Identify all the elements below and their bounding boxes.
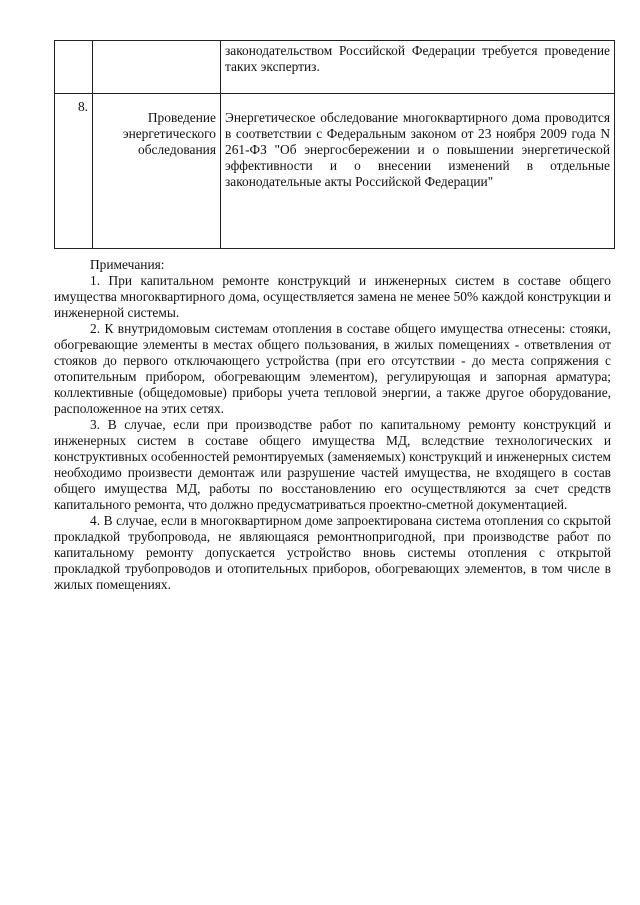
work-name-cell: Проведение энергетического обследования bbox=[93, 94, 221, 249]
notes-title: Примечания: bbox=[90, 257, 165, 272]
table-row bbox=[55, 94, 615, 249]
note-paragraph: 2. К внутридомовым системам отопления в составе общего имущества отнесены: стояки, обогревающие элементы в местах общего пользования, в жилых помещениях - ответвления от стояков до первого отключающего устройства (при его отсутствии - до места сопряжения с отопительным прибором, обогревающим элементом), регулирующая и запорная арматура; коллективные (общедомовые) приборы учета тепловой энергии, а также другое оборудование, расположенное на этих сетях. bbox=[54, 321, 611, 416]
note-paragraph: 4. В случае, если в многоквартирном доме запроектирована система отопления со скрытой прокладкой трубопровода, не являющаяся ремонтнопригодной, при производстве работ по капитальному ремонту допускается устройство вновь системы отопления с открытой прокладкой трубопроводов и отопительных приборов, обогревающих элементов, в том числе в жилых помещениях. bbox=[54, 513, 611, 592]
work-description-cell: законодательством Российской Федерации требуется проведение таких экспертиз. bbox=[221, 41, 615, 94]
work-description-cell: Энергетическое обследование многоквартирного дома проводится в соответствии с Федеральным законом от 23 ноября 2009 года N 261-ФЗ "Об энергосбережении и о повышении энергетической эффективности и о внесении изменений в отдельные законодательные акты Российской Федерации" bbox=[221, 94, 615, 249]
table-row bbox=[55, 41, 615, 94]
row-number-cell bbox=[55, 41, 93, 94]
notes-section bbox=[54, 257, 611, 593]
note-paragraph: 1. При капитальном ремонте конструкций и инженерных систем в составе общего имущества многоквартирного дома, осуществляется замена не менее 50% каждой конструкции и инженерной системы. bbox=[54, 273, 611, 320]
work-name-cell bbox=[93, 41, 221, 94]
row-number-cell: 8. bbox=[55, 94, 93, 249]
works-table bbox=[54, 40, 615, 249]
note-paragraph: 3. В случае, если при производстве работ по капитальному ремонту конструкций и инженерных систем в составе общего имущества МД, вследствие технологических и конструктивных особенностей ремонтируемых (заменяемых) конструкций и инженерных систем необходимо произвести демонтаж или разрушение частей имущества, не входящего в состав общего имущества МД, работы по восстановлению его осуществляются за счет средств капитального ремонта, что должно предусматриваться проектно-сметной документацией. bbox=[54, 417, 611, 512]
